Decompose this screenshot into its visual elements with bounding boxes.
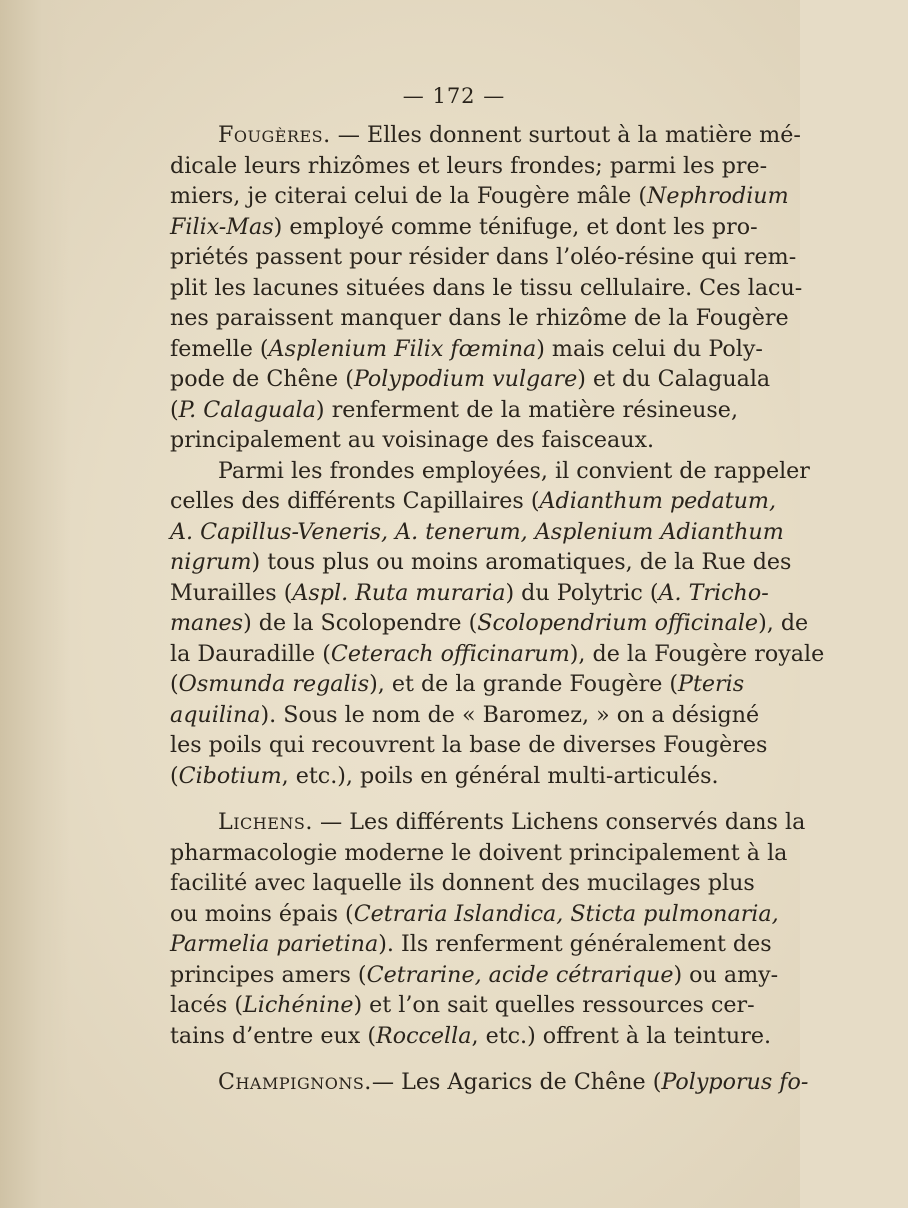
text-line: Murailles (Aspl. Ruta muraria) du Polytric (A. Tricho- bbox=[170, 579, 769, 606]
text-line: pharmacologie moderne le doivent principalement à la bbox=[170, 839, 788, 866]
paragraph-gap bbox=[170, 1051, 738, 1067]
text-line: (Cibotium, etc.), poils en général multi-articulés. bbox=[170, 762, 719, 789]
text-line: Parmi les frondes employées, il convient de rappeler bbox=[218, 457, 810, 484]
text-line: nigrum) tous plus ou moins aromatiques, de la Rue des bbox=[170, 549, 792, 575]
text-line: principes amers (Cetrarine, acide cétrarique) ou amy- bbox=[170, 961, 779, 988]
text-line: Parmelia parietina). Ils renferment généralement des bbox=[170, 931, 772, 957]
paragraph-gap bbox=[170, 791, 738, 807]
text-line: Filix-Mas) employé comme ténifuge, et dont les pro- bbox=[170, 213, 758, 240]
page-number: — 172 — bbox=[402, 84, 506, 108]
text-line: plit les lacunes situées dans le tissu cellulaire. Ces lacu- bbox=[170, 274, 803, 301]
text-line: (P. Calaguala) renferment de la matière résineuse, bbox=[170, 396, 738, 423]
section-heading-champignons: Champignons. bbox=[218, 1069, 372, 1095]
text-line: tains d’entre eux (Roccella, etc.) offrent à la teinture. bbox=[170, 1022, 772, 1049]
text-line: Fougères. — Elles donnent surtout à la matière mé- bbox=[218, 122, 801, 148]
text-line: Champignons.— Les Agarics de Chêne (Polyporus fo- bbox=[218, 1069, 809, 1095]
text-line: femelle (Asplenium Filix fœmina) mais celui du Poly- bbox=[170, 335, 763, 362]
body-text bbox=[170, 120, 825, 1098]
text-line: Lichens. — Les différents Lichens conservés dans la bbox=[218, 809, 806, 835]
text-line: ou moins épais (Cetraria Islandica, Sticta pulmonaria, bbox=[170, 900, 779, 927]
text-line: (Osmunda regalis), et de la grande Fougère (Pteris bbox=[170, 671, 745, 697]
section-heading-lichens: Lichens. bbox=[218, 809, 313, 835]
text-line: priétés passent pour résider dans l’oléo-résine qui rem- bbox=[170, 244, 797, 270]
text-line: dicale leurs rhizômes et leurs frondes; parmi les pre- bbox=[170, 152, 768, 179]
text-line: miers, je citerai celui de la Fougère mâle (Nephrodium bbox=[170, 183, 789, 209]
page-edge-shading bbox=[0, 0, 70, 1208]
text-line: aquilina). Sous le nom de « Baromez, » on a désigné bbox=[170, 701, 760, 728]
text-line: la Dauradille (Ceterach officinarum), de la Fougère royale bbox=[170, 640, 825, 667]
section-heading-fougeres: Fougères. bbox=[218, 122, 331, 148]
text-line: nes paraissent manquer dans le rhizôme de la Fougère bbox=[170, 305, 789, 331]
text-line: lacés (Lichénine) et l’on sait quelles ressources cer- bbox=[170, 992, 755, 1018]
text-line: les poils qui recouvrent la base de diverses Fougères bbox=[170, 732, 768, 758]
text-line: principalement au voisinage des faisceaux. bbox=[170, 427, 655, 453]
text-line: celles des différents Capillaires (Adianthum pedatum, bbox=[170, 488, 777, 514]
text-line: pode de Chêne (Polypodium vulgare) et du Calaguala bbox=[170, 366, 771, 392]
text-line: facilité avec laquelle ils donnent des mucilages plus bbox=[170, 870, 755, 896]
text-line: manes) de la Scolopendre (Scolopendrium officinale), de bbox=[170, 610, 809, 636]
text-line: A. Capillus-Veneris, A. tenerum, Asplenium Adianthum bbox=[170, 518, 784, 545]
